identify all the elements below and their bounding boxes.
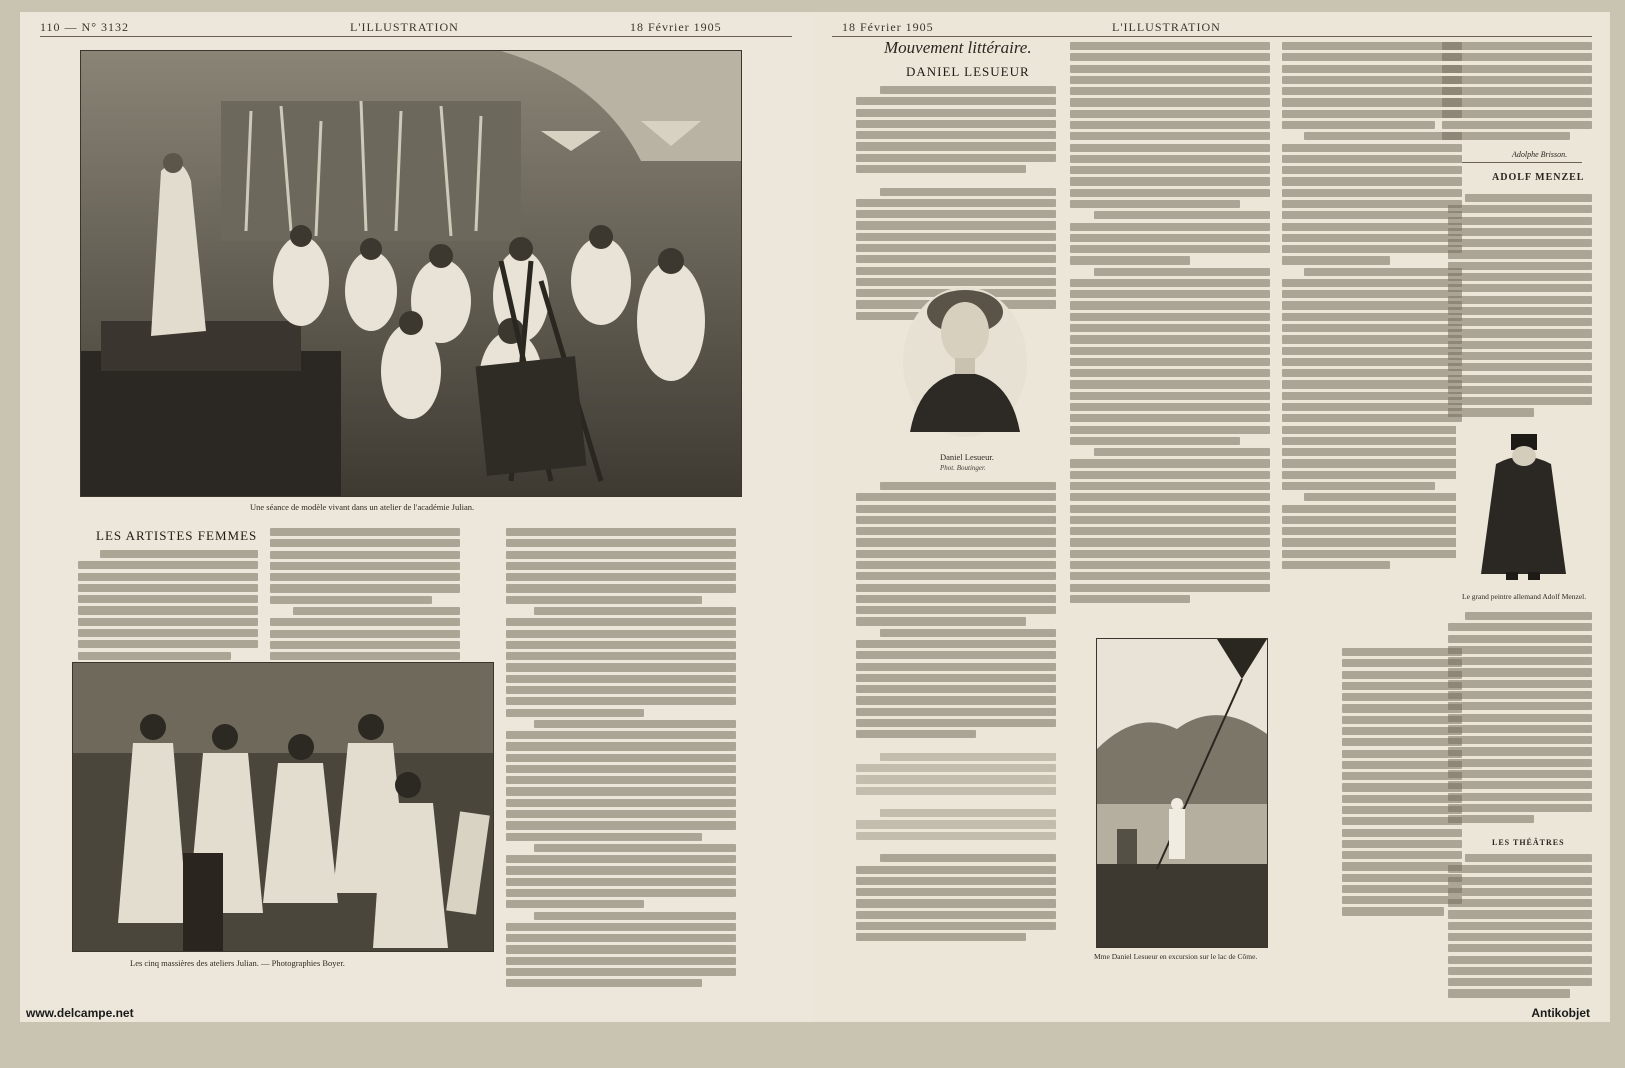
left-text-column-3	[506, 528, 736, 991]
delcampe-watermark: www.delcampe.net	[26, 1006, 134, 1020]
menzel-text-column-2	[1448, 612, 1592, 826]
right-date: 18 Février 1905	[842, 20, 934, 34]
massieres-photo	[72, 662, 494, 952]
menzel-photo-image	[1456, 424, 1590, 584]
atelier-photo	[80, 50, 742, 497]
author-signature: Adolphe Brisson.	[1512, 150, 1568, 159]
theatres-text-column	[1448, 854, 1592, 1001]
antikobjet-watermark: Antikobjet	[1531, 1006, 1590, 1020]
artistes-femmes-heading: LES ARTISTES FEMMES	[96, 528, 258, 543]
right-text-column-2	[1070, 42, 1270, 606]
massieres-photo-image	[73, 663, 493, 951]
theatres-heading: LES THÉÂTRES	[1492, 838, 1565, 847]
atelier-photo-caption: Une séance de modèle vivant dans un atelier de l'académie Julian.	[250, 502, 475, 512]
right-page	[812, 12, 1610, 1022]
lesueur-portrait	[900, 272, 1030, 437]
atelier-photo-image	[81, 51, 741, 496]
right-header-rule	[832, 36, 1592, 37]
lesueur-portrait-image	[900, 272, 1030, 437]
right-magazine-title: L'ILLUSTRATION	[1112, 20, 1221, 34]
menzel-text-column	[1448, 194, 1592, 420]
right-text-column-3	[1282, 42, 1462, 572]
menzel-caption: Le grand peintre allemand Adolf Menzel.	[1462, 592, 1587, 601]
left-magazine-title: L'ILLUSTRATION	[350, 20, 459, 34]
lake-como-photo	[1096, 638, 1268, 948]
left-page-number: 110 — N° 3132	[40, 20, 130, 34]
adolf-menzel-heading: ADOLF MENZEL	[1492, 172, 1585, 183]
massieres-photo-caption: Les cinq massières des ateliers Julian. — Photographies Boyer.	[130, 958, 345, 968]
header-rule	[40, 36, 792, 37]
section-title: Mouvement littéraire.	[884, 38, 1032, 57]
portrait-credit: Phot. Boutinger.	[940, 464, 986, 472]
signature-rule	[1462, 162, 1582, 163]
left-date: 18 Février 1905	[630, 20, 722, 34]
lake-como-photo-image	[1097, 639, 1267, 947]
right-text-column-1	[856, 482, 1056, 945]
right-text-column-3b	[1342, 648, 1462, 919]
right-text-column-4	[1442, 42, 1592, 144]
portrait-caption: Daniel Lesueur.	[940, 452, 994, 462]
article-title: DANIEL LESUEUR	[906, 64, 1030, 79]
left-page	[20, 12, 812, 1022]
lake-photo-caption: Mme Daniel Lesueur en excursion sur le lac de Côme.	[1094, 952, 1258, 961]
menzel-photo	[1456, 424, 1590, 584]
